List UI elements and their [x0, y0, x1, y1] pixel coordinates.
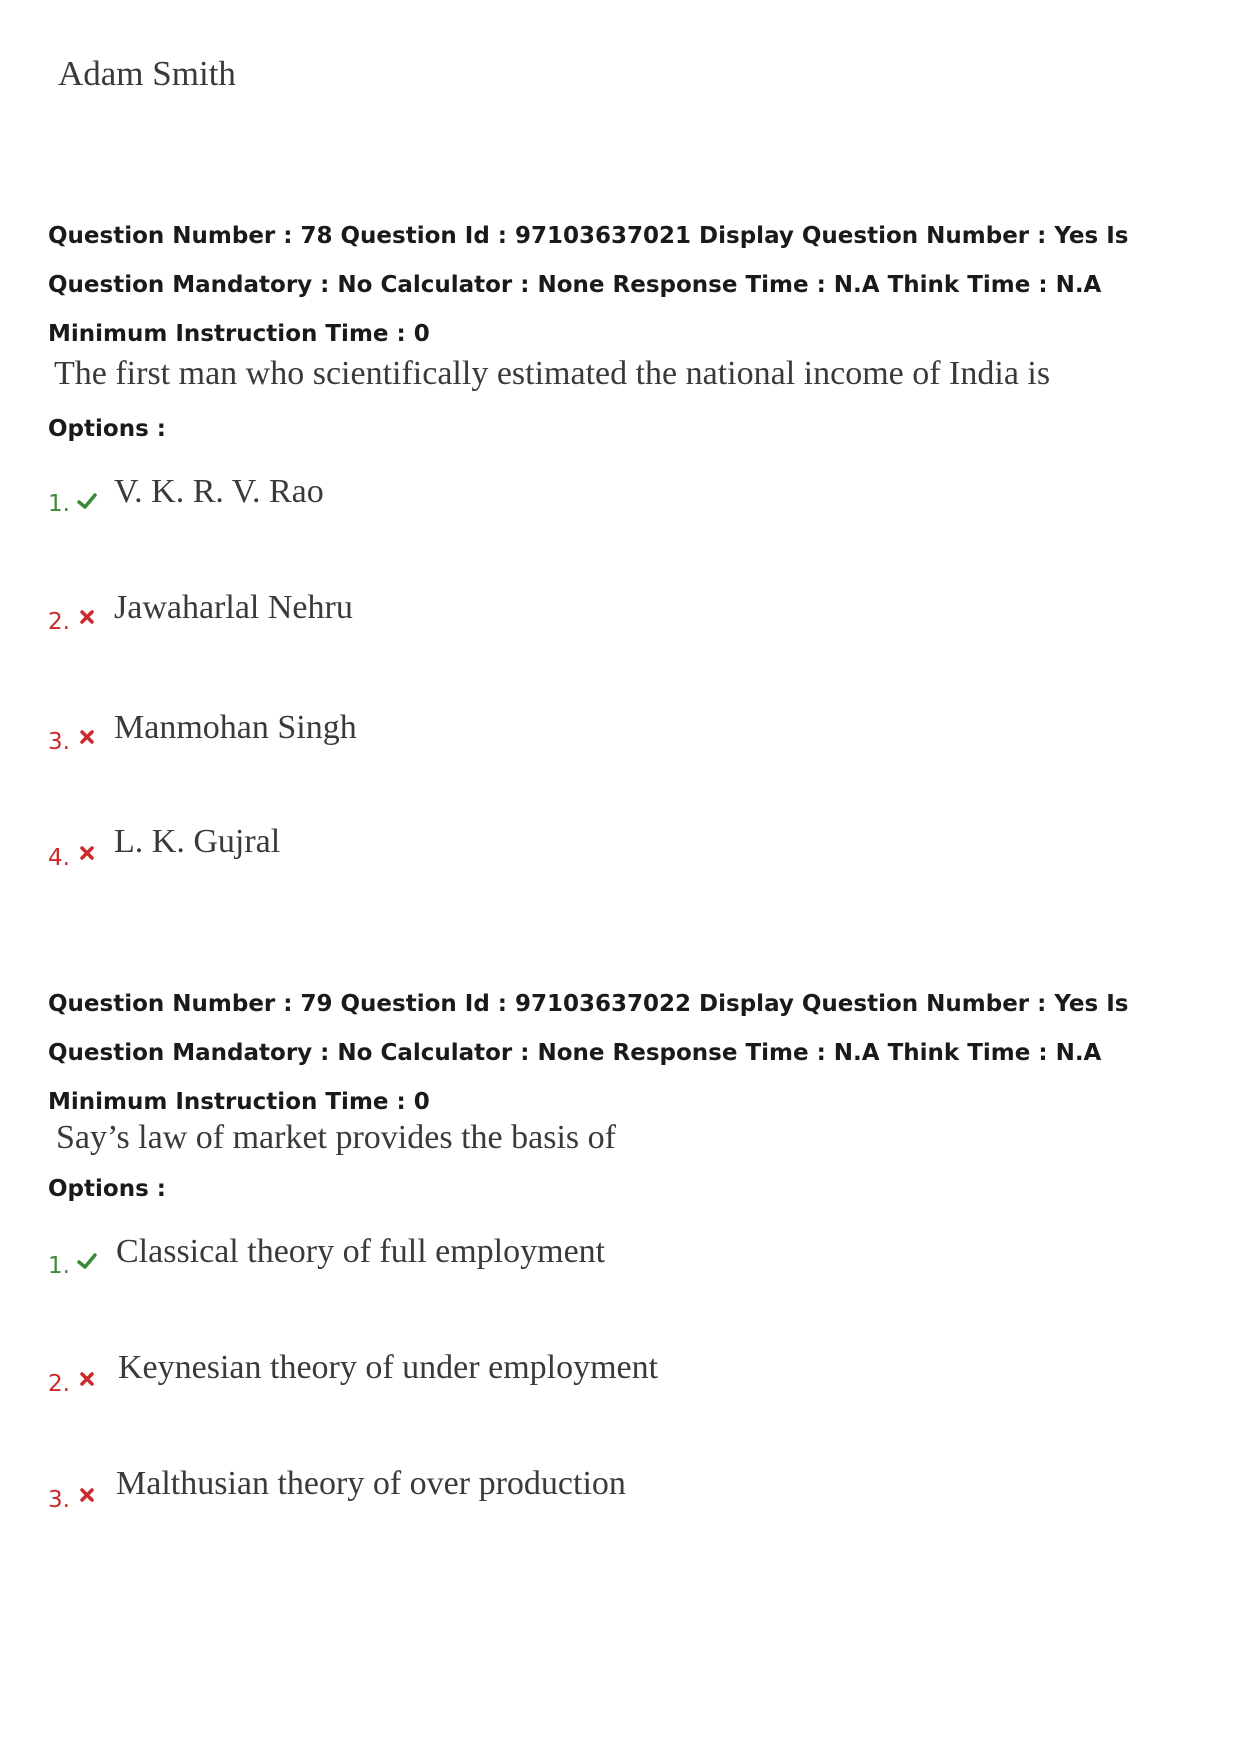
option-number: 4.	[48, 845, 70, 871]
option-number: 3.	[48, 729, 70, 755]
option-text: Keynesian theory of under employment	[118, 1349, 659, 1386]
cross-icon	[76, 1368, 98, 1390]
option-number: 2.	[48, 1371, 70, 1397]
question-stem: Say’s law of market provides the basis of	[56, 1119, 616, 1156]
cross-icon	[76, 1484, 98, 1506]
option-1[interactable]	[0, 472, 1240, 522]
cross-icon	[76, 606, 98, 628]
option-3[interactable]	[0, 1464, 1240, 1514]
option-number: 1.	[48, 491, 70, 517]
option-2[interactable]	[0, 588, 1240, 638]
option-text: Malthusian theory of over production	[116, 1465, 626, 1502]
option-number: 1.	[48, 1253, 70, 1279]
question-meta: Question Number : 79 Question Id : 97103637022 Display Question Number : Yes Is Question Mandatory : No Calculator : None Response Time : N.A Think Time : N.A Minimum Instruction Time : 0	[48, 991, 1129, 1115]
options-label: Options :	[48, 1176, 166, 1202]
option-4[interactable]	[0, 822, 1240, 872]
option-text: V. K. R. V. Rao	[114, 473, 324, 510]
question-meta: Question Number : 78 Question Id : 97103637021 Display Question Number : Yes Is Question Mandatory : No Calculator : None Response Time : N.A Think Time : N.A Minimum Instruction Time : 0	[48, 223, 1129, 347]
option-number: 2.	[48, 609, 70, 635]
check-icon	[76, 1250, 98, 1272]
question-stem: The first man who scientifically estimated the national income of India is	[54, 355, 1051, 392]
option-text: Classical theory of full employment	[116, 1233, 606, 1270]
option-text: Manmohan Singh	[114, 709, 357, 746]
check-icon	[76, 490, 98, 512]
cross-icon	[76, 842, 98, 864]
option-text: L. K. Gujral	[114, 823, 281, 860]
option-1[interactable]	[0, 1232, 1240, 1282]
option-2[interactable]	[0, 1348, 1240, 1398]
option-text: Jawaharlal Nehru	[114, 589, 353, 626]
option-3[interactable]	[0, 708, 1240, 758]
previous-answer-text: Adam Smith	[58, 54, 236, 93]
option-number: 3.	[48, 1487, 70, 1513]
cross-icon	[76, 726, 98, 748]
options-label: Options :	[48, 416, 166, 442]
